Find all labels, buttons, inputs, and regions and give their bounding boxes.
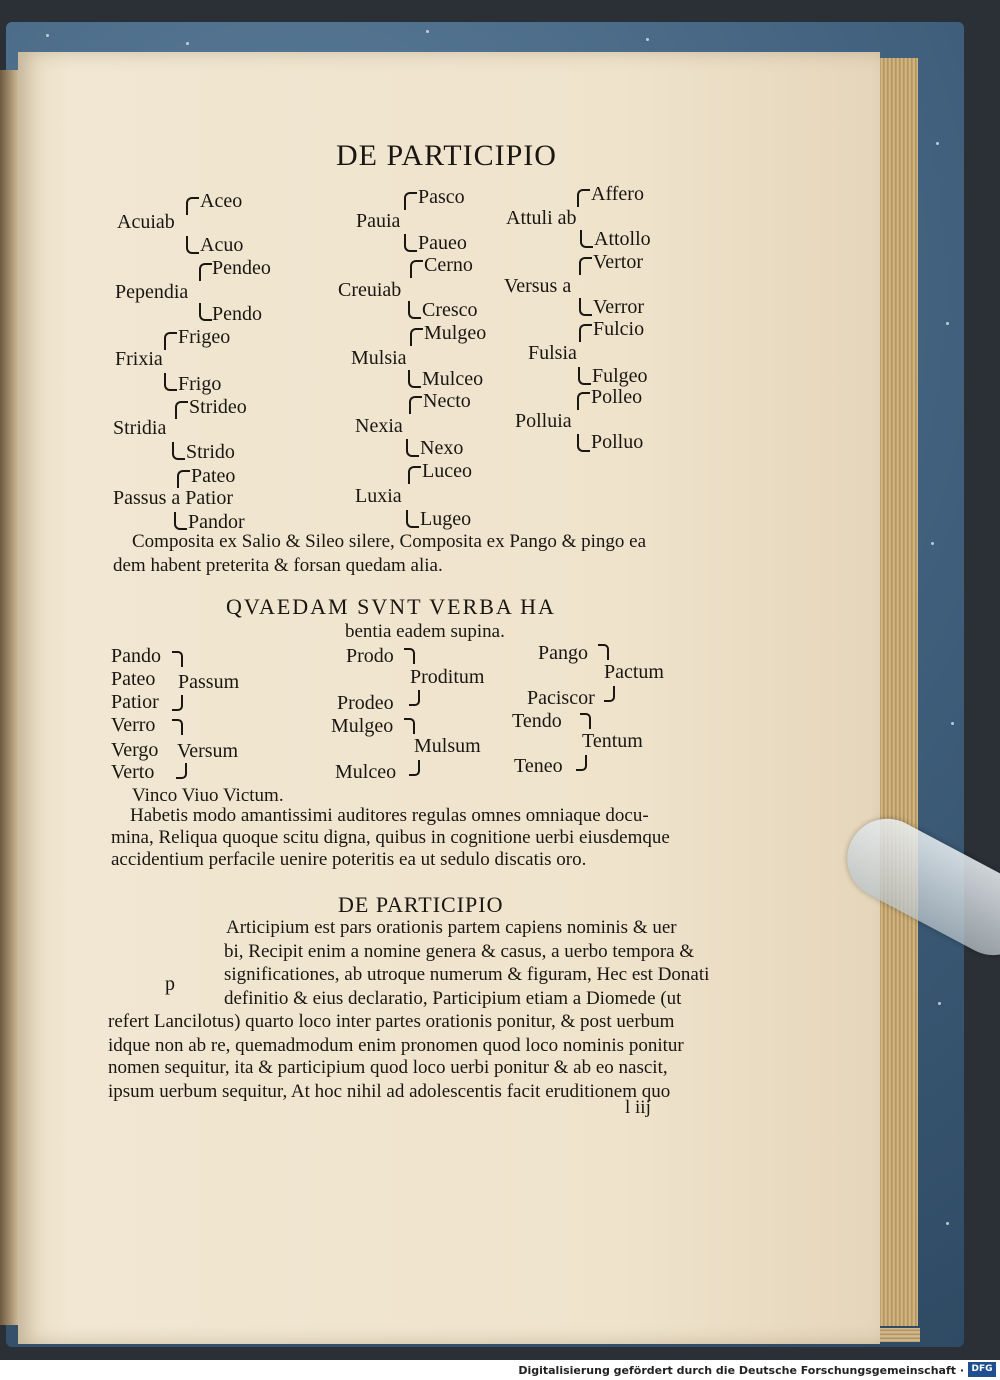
paradigm-mid: Nexia bbox=[355, 415, 403, 437]
bracket-bottom bbox=[408, 370, 421, 388]
paradigm-top: Strideo bbox=[189, 396, 247, 418]
footer-bar bbox=[0, 1360, 1000, 1380]
bracket-top bbox=[579, 324, 592, 342]
paradigm-top: Pendeo bbox=[212, 257, 271, 279]
bracket-top bbox=[177, 470, 190, 488]
paradigm-bot: Pendo bbox=[212, 303, 262, 325]
paradigm-mid: Pependia bbox=[115, 281, 189, 303]
section-heading: QVAEDAM SVNT VERBA HA bbox=[226, 594, 556, 619]
paradigm-top: Pasco bbox=[418, 186, 465, 208]
paradigm-top: Affero bbox=[591, 183, 644, 205]
bracket-bottom bbox=[578, 367, 591, 385]
bracket-bottom bbox=[579, 298, 592, 316]
paradigm-bot: Paueo bbox=[418, 232, 467, 254]
text-line: ipsum uerbum sequitur, At hoc nihil ad adolescentis facit eruditionem quo bbox=[108, 1081, 671, 1102]
bracket-bottom bbox=[164, 373, 177, 391]
paradigm-top: Necto bbox=[423, 390, 471, 412]
paradigm-bot: Nexo bbox=[420, 437, 464, 459]
supinum: Mulsum bbox=[414, 735, 481, 757]
text-line: bi, Recipit enim a nomine genera & casus, a uerbo tempora & bbox=[224, 941, 695, 962]
bracket-right bbox=[404, 718, 415, 734]
text-line: Composita ex Salio & Sileo silere, Composita ex Pango & pingo ea bbox=[132, 531, 647, 552]
verb: Pango bbox=[538, 642, 588, 664]
paradigm-top: Polleo bbox=[591, 386, 643, 408]
bracket-top bbox=[199, 263, 212, 281]
text-line: nomen sequitur, ita & participium quod loco uerbi ponitur & ab eo nascit, bbox=[108, 1057, 668, 1078]
text-line: refert Lancilotus) quarto loco inter partes orationis ponitur, & post uerbum bbox=[108, 1011, 675, 1032]
bracket-bottom bbox=[186, 236, 199, 254]
bracket-top bbox=[186, 197, 199, 215]
bracket-right bbox=[172, 651, 183, 667]
paradigm-top: Aceo bbox=[200, 190, 243, 212]
bracket-right bbox=[409, 760, 420, 776]
bracket-right bbox=[580, 713, 591, 729]
verb: Teneo bbox=[514, 755, 563, 777]
bracket-right bbox=[598, 644, 609, 660]
bracket-top bbox=[409, 396, 422, 414]
paradigm-bot: Acuo bbox=[200, 234, 244, 256]
section-heading: DE PARTICIPIO bbox=[338, 892, 504, 917]
bracket-top bbox=[164, 332, 177, 350]
text-line: Articipium est pars orationis partem capiens nominis & uer bbox=[226, 917, 677, 938]
paradigm-top: Fulcio bbox=[593, 318, 645, 340]
supinum: Versum bbox=[177, 740, 239, 762]
paradigm-bot: Attollo bbox=[594, 228, 651, 250]
text-line: Vinco Viuo Victum. bbox=[132, 785, 284, 806]
text-line: accidentium perfacile uenire poteritis ea ut sedulo discatis oro. bbox=[111, 849, 587, 870]
bracket-bottom bbox=[577, 434, 590, 452]
dfg-logo: DFG bbox=[968, 1362, 996, 1377]
bracket-bottom bbox=[580, 230, 593, 248]
paradigm-mid: Acuiab bbox=[117, 211, 175, 233]
paradigm-mid: Creuiab bbox=[338, 279, 402, 301]
bracket-right bbox=[604, 686, 615, 702]
paradigm-bot: Polluo bbox=[591, 431, 644, 453]
supinum: Pactum bbox=[604, 661, 664, 683]
bracket-top bbox=[408, 466, 421, 484]
bracket-bottom bbox=[404, 234, 417, 252]
bracket-right bbox=[172, 719, 183, 735]
bracket-top bbox=[579, 257, 592, 275]
paradigm-mid: Luxia bbox=[355, 485, 402, 507]
bracket-bottom bbox=[199, 303, 212, 321]
bracket-right bbox=[176, 763, 187, 779]
verb: Prodo bbox=[346, 645, 394, 667]
verb: Paciscor bbox=[527, 687, 595, 709]
bracket-right bbox=[576, 755, 587, 771]
paradigm-bot: Mulceo bbox=[422, 368, 484, 390]
bracket-top bbox=[175, 401, 188, 419]
paradigm-mid: Stridia bbox=[113, 417, 167, 439]
bracket-right bbox=[409, 690, 420, 706]
paradigm-bot: Pandor bbox=[188, 511, 245, 533]
bracket-bottom bbox=[406, 439, 419, 457]
paradigm-bot: Frigo bbox=[178, 373, 222, 395]
bracket-right bbox=[172, 695, 183, 711]
bracket-bottom bbox=[172, 442, 185, 460]
facing-page-edge bbox=[0, 70, 18, 1325]
text-line: dem habent preterita & forsan quedam alia. bbox=[113, 555, 443, 576]
verb: Mulceo bbox=[335, 761, 397, 783]
paradigm-mid: Passus a Patior bbox=[113, 487, 233, 509]
verb: Prodeo bbox=[337, 692, 394, 714]
paradigm-top: Cerno bbox=[424, 254, 473, 276]
paradigm-top: Frigeo bbox=[178, 326, 231, 348]
text-line: Habetis modo amantissimi auditores regulas omnes omniaque docu- bbox=[130, 805, 649, 826]
page-heading: DE PARTICIPIO bbox=[336, 139, 557, 172]
bracket-bottom bbox=[174, 512, 187, 530]
bracket-top bbox=[410, 260, 423, 278]
bracket-bottom bbox=[406, 510, 419, 528]
paradigm-mid: Polluia bbox=[515, 410, 572, 432]
verb: Mulgeo bbox=[331, 715, 394, 737]
bracket-top bbox=[577, 392, 590, 410]
paradigm-top: Mulgeo bbox=[424, 322, 487, 344]
paradigm-top: Luceo bbox=[422, 460, 472, 482]
text-line: definitio & eius declaratio, Participium etiam a Diomede (ut bbox=[224, 988, 682, 1009]
paradigm-bot: Cresco bbox=[422, 299, 478, 321]
paradigm-bot: Lugeo bbox=[420, 508, 472, 530]
bracket-right bbox=[404, 648, 415, 664]
paradigm-bot: Strido bbox=[186, 441, 235, 463]
paradigm-mid: Frixia bbox=[115, 348, 163, 370]
paradigm-mid: Pauia bbox=[356, 210, 401, 232]
initial-guide-letter: p bbox=[165, 973, 175, 995]
paradigm-mid: Mulsia bbox=[351, 347, 407, 369]
text-line: significationes, ab utroque numerum & figuram, Hec est Donati bbox=[224, 964, 710, 985]
paradigm-mid: Attuli ab bbox=[506, 207, 577, 229]
supinum: Passum bbox=[178, 671, 240, 693]
verb: Verto bbox=[111, 761, 155, 783]
verb: Pando bbox=[111, 645, 161, 667]
paradigm-bot: Verror bbox=[593, 296, 645, 318]
signature-mark: l iij bbox=[625, 1097, 651, 1118]
text-line: idque non ab re, quemadmodum enim pronomen quod loco nominis ponitur bbox=[108, 1035, 684, 1056]
bracket-top bbox=[410, 328, 423, 346]
supinum: Tentum bbox=[582, 730, 643, 752]
bracket-top bbox=[404, 192, 417, 210]
verb: Vergo bbox=[111, 739, 159, 761]
verb: Verro bbox=[111, 714, 156, 736]
paradigm-mid: Versus a bbox=[504, 275, 572, 297]
paradigm-mid: Fulsia bbox=[528, 342, 577, 364]
text-line: mina, Reliqua quoque scitu digna, quibus in cognitione uerbi eiusdemque bbox=[111, 827, 670, 848]
bracket-bottom bbox=[408, 301, 421, 319]
paradigm-bot: Fulgeo bbox=[592, 365, 648, 387]
footer-credit: Digitalisierung gefördert durch die Deutsche Forschungsgemeinschaft · bbox=[518, 1364, 964, 1377]
section-heading-cont: bentia eadem supina. bbox=[345, 621, 505, 642]
supinum: Proditum bbox=[410, 666, 485, 688]
verb: Pateo bbox=[111, 668, 156, 690]
paradigm-top: Pateo bbox=[191, 465, 236, 487]
paradigm-top: Vertor bbox=[593, 251, 643, 273]
verb: Tendo bbox=[512, 710, 562, 732]
verb: Patior bbox=[111, 691, 159, 713]
bracket-top bbox=[577, 189, 590, 207]
